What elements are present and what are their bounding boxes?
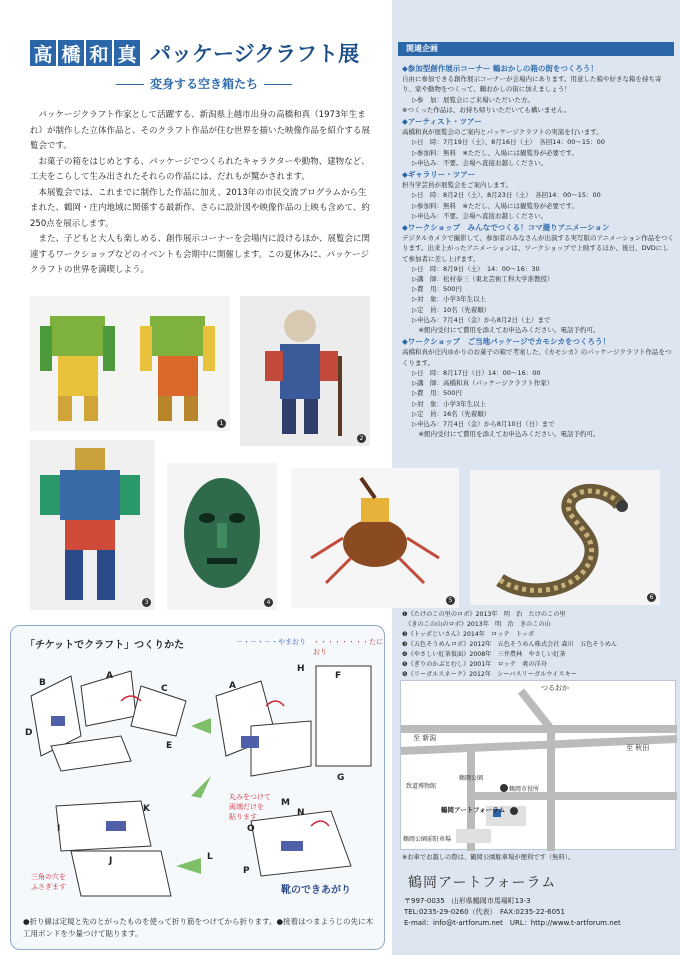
map-label-museum: 致道博物館 xyxy=(406,783,437,790)
photo-tea-mask xyxy=(167,463,277,610)
event-line: 担当学芸員が展覧会をご案内します。 xyxy=(402,181,512,190)
event-line: ▷参加料：無料 ※ただし、入場には観覧券が必要です。 xyxy=(412,148,578,157)
finished-shoe-label: 靴のできあがり xyxy=(281,885,351,896)
event-line: ▷参 加：展覧会にご来場いただいた方。 xyxy=(412,95,534,104)
name-char: 真 xyxy=(114,40,140,66)
diagram-label: O xyxy=(247,824,255,834)
mask-illustration xyxy=(167,463,277,610)
diagram-label: P xyxy=(243,866,250,876)
intro-paragraph: また、子どもと大人も楽しめる、創作展示コーナーを会場内に設けるほか、展覧会に関連するワークショップなどのイベントも会期中に開催します。この夏休みに、パッケージクラフトの世界を満喫しよう。 xyxy=(30,234,371,275)
valley-fold-legend: ・・・・・・・・たにおり xyxy=(313,638,383,656)
event-line: ▷講 師：高橋和真（パッケージクラフト作家） xyxy=(412,379,554,388)
works-item: ❷《トッポじいさん》2014年 ロッテ トッポ xyxy=(402,631,535,638)
event-line: ▷対 象：小学3年生以上 xyxy=(412,399,487,408)
diagram-label: D xyxy=(25,728,33,738)
diagram-label: A xyxy=(229,681,236,691)
instructions-note: ●折り線は定規と先のとがったものを使って折り筋をつけてから折ります。●接着はつまようじの先に木工用ボンドを少量つけて貼ります。 xyxy=(23,917,373,938)
event-line: ▷申込み：不要。会場へ直接お越しください。 xyxy=(412,211,547,220)
title-row xyxy=(30,38,359,68)
event-line: 高橋和真が展覧会のご案内とパッケージクラフトの実演を行います。 xyxy=(402,128,603,137)
event-line: ※館内受付にて費用を添えてお申込みください。電話予約可。 xyxy=(412,326,600,335)
map-label-park: 鶴岡公園 xyxy=(459,775,484,782)
event-block xyxy=(402,223,674,335)
photo-old-man xyxy=(240,296,370,446)
event-title: ◆ワークショップ ご当地パッケージでカモシカをつくろう！ xyxy=(402,337,610,347)
access-map xyxy=(400,680,676,850)
intro-paragraph: お菓子の箱をはじめとする、パッケージでつくられたキャラクターや動物、建物など、工夫をこらして生み出されたそれらの作品には、だれもが驚かされます。 xyxy=(30,156,370,182)
photo-robots xyxy=(30,296,230,431)
diagram-label: H xyxy=(297,664,305,674)
diagram-label: C xyxy=(161,684,168,694)
diagram-label: J xyxy=(109,856,113,866)
diagram-label: G xyxy=(337,773,345,783)
event-line: 高橋和真が庄内ゆかりのお菓子の箱で考案した、《カモシカ》のパッケージクラフト作品をつくります。 xyxy=(402,348,672,367)
event-block xyxy=(402,170,674,221)
event-line: ▷日 時：8月2日（土）、8月23日（土） 各回14：00～15：00 xyxy=(412,191,601,200)
map-drawing xyxy=(401,681,677,851)
event-block xyxy=(402,64,674,115)
photo-number: 5 xyxy=(446,596,455,605)
photo-number: 1 xyxy=(217,419,226,428)
works-item: 《きのこの山のロボ》2013年 明 治 きのこの山 xyxy=(402,621,551,628)
event-line: ※つくった作品は、お持ち帰りいただいても構いません。 xyxy=(402,105,571,114)
diagram-label: A xyxy=(106,671,113,681)
event-block xyxy=(402,337,674,439)
robots-illustration xyxy=(30,296,230,431)
photo-number: 6 xyxy=(647,593,656,602)
event-line: ▷費 用：500円 xyxy=(412,389,462,398)
works-item: ❶《たけのこの里のロボ》2013年 明 治 たけのこの里 xyxy=(402,611,566,618)
craft-instructions-panel xyxy=(10,625,385,950)
tall-robot-illustration xyxy=(30,440,155,610)
intro-text xyxy=(30,108,375,279)
folding-diagram xyxy=(11,626,385,916)
map-label-parking: 鶴岡公園前駐車場 xyxy=(403,836,452,843)
venue-logo: 鶴岡アートフォーラム xyxy=(408,875,557,891)
event-line: デジタルカメラで撮影して、参加者のみなさんが出演する実写版のアニメーション作品をつくります。出来上がったアニメーションは、ワークショップで上映するほか、後日、DVDにして参加者に差し上げます。 xyxy=(402,234,674,263)
photo-snake xyxy=(470,470,660,605)
diagram-label: B xyxy=(39,678,46,688)
event-line: 自由に参加できる創作展示コーナーが会場内にあります。用意した箱や好きな箱を持ち寄り、家や動物をつくって、鶴おかしの街に加えましょう！ xyxy=(402,75,662,94)
event-title: ◆ギャラリー・ツアー xyxy=(402,170,476,180)
photo-number: 4 xyxy=(264,598,273,607)
name-char: 橋 xyxy=(58,40,84,66)
event-line: ▷参加料：無料 ※ただし、入場には観覧券が必要です。 xyxy=(412,201,578,210)
event-block xyxy=(402,117,674,168)
venue-contact xyxy=(404,896,674,929)
venue-address: 〒997-0035 山形県鶴岡市馬場町13-3 xyxy=(404,897,531,905)
intro-paragraph: パッケージクラフト作家として活躍する、新潟県上越市出身の高橋和真（1973年生まれ）が制作した立体作品と、そのクラフト作品が住む世界を描いた映像作品を紹介する展覧会です。 xyxy=(30,110,371,151)
works-item: ❸《五色そうめんロボ》2012年 五色そうめん株式会社 森川 五色そうめん xyxy=(402,641,618,648)
event-line: ▷日 時：7月19日（土）、8月16日（土） 各回14：00～15：00 xyxy=(412,138,605,147)
event-title: ◆参加型創作展示コーナー 鶴おかしの箱の街をつくろう！ xyxy=(402,64,598,73)
event-line: ※館内受付にて費用を添えてお申込みください。電話予約可。 xyxy=(412,430,600,439)
related-events-heading: 関連企画 xyxy=(398,42,674,56)
map-label-akita: 至 秋田 xyxy=(626,744,650,752)
old-man-illustration xyxy=(240,296,370,446)
artist-name-box xyxy=(30,40,142,66)
related-events xyxy=(402,62,674,439)
venue-phone: TEL:0235-29-0260（代表） FAX:0235-22-6051 xyxy=(404,908,565,916)
event-line: ▷日 時：8月9日（土） 14：00～16：30 xyxy=(412,264,540,273)
photo-number: 2 xyxy=(357,434,366,443)
mountain-fold-legend: －・－・－・やまおり xyxy=(236,638,306,646)
event-line: ▷費 用：500円 xyxy=(412,285,462,294)
diagram-label: N xyxy=(297,808,305,818)
event-line: ▷定 員：10名（先着順） xyxy=(412,305,491,314)
works-item: ❺《ぎりのかぶとむし》2001年 ロッテ 爽の洋舟 xyxy=(402,661,547,668)
intro-paragraph: 本展覧会では、これまでに制作した作品に加え、2013年の市民交流プログラムから生まれた、鶴岡・庄内地域に関係する最新作、さらに設計図や映像作品の上映も含めて、約250点を展示します。 xyxy=(30,187,370,229)
event-line: ▷日 時：8月17日（日）14：00～16：00 xyxy=(412,368,541,377)
exhibition-title: パッケージクラフト展 xyxy=(150,42,360,66)
event-line: ▷申込み：7月4日（金）から8月10日（日）まで xyxy=(412,419,555,428)
photo-tall-robot xyxy=(30,440,155,610)
works-item: ❻《リーガルスネーク》2012年 シーバスリーガルウイスキー xyxy=(402,671,577,678)
event-title: ◆アーティスト・ツアー xyxy=(402,117,482,127)
instructions-title: 「チケットでクラフト」つくりかた xyxy=(25,640,185,651)
name-char: 高 xyxy=(30,40,56,66)
beetle-illustration xyxy=(291,468,459,608)
diagram-label: M xyxy=(281,798,290,808)
event-line: ▷講 師：松村泰三（東北芸術工科大学准教授） xyxy=(412,275,554,284)
map-label-venue: 鶴岡アートフォーラム xyxy=(441,806,506,814)
works-list xyxy=(402,610,678,690)
event-line: ▷申込み：7月4日（金）から8月2日（土）まで xyxy=(412,315,551,324)
diagram-label: E xyxy=(166,741,173,751)
snake-illustration xyxy=(470,470,660,605)
exhibition-subtitle: 変身する空き箱たち xyxy=(110,75,298,92)
photo-number: 3 xyxy=(142,598,151,607)
photo-beetle xyxy=(291,468,459,608)
name-char: 和 xyxy=(86,40,112,66)
works-item: ❹《やさしい紅茶仮面》2008年 三井農林 やさしい紅茶 xyxy=(402,651,566,658)
event-line: ▷申込み：不要。会場へ直接お越しください。 xyxy=(412,158,547,167)
close-triangle-note: 三角の穴を ふさぎます xyxy=(31,873,66,891)
map-label-niigata: 至 新潟 xyxy=(413,734,437,742)
diagram-label: F xyxy=(335,671,342,681)
diagram-label: K xyxy=(143,804,150,814)
parking-note: ※お車でお越しの際は、鶴岡公園駐車場が便利です（無料）。 xyxy=(402,854,575,861)
diagram-label: I xyxy=(57,824,61,834)
diagram-label: L xyxy=(207,852,213,862)
glue-ends-note: 丸みをつけて 両端だけを 貼ります xyxy=(229,793,271,821)
venue-web: E-mail：info@t-artforum.net URL：http://www.t-artforum.net xyxy=(404,919,621,927)
event-line: ▷対 象：小学3年生以上 xyxy=(412,295,487,304)
event-title: ◆ワークショップ みんなでつくる！コマ撮りアニメーション xyxy=(402,223,610,233)
event-line: ▷定 員：16名（先着順） xyxy=(412,409,491,418)
map-label-city-hall: 鶴岡市役所 xyxy=(509,786,540,793)
map-label-station: つるおか xyxy=(541,684,569,692)
